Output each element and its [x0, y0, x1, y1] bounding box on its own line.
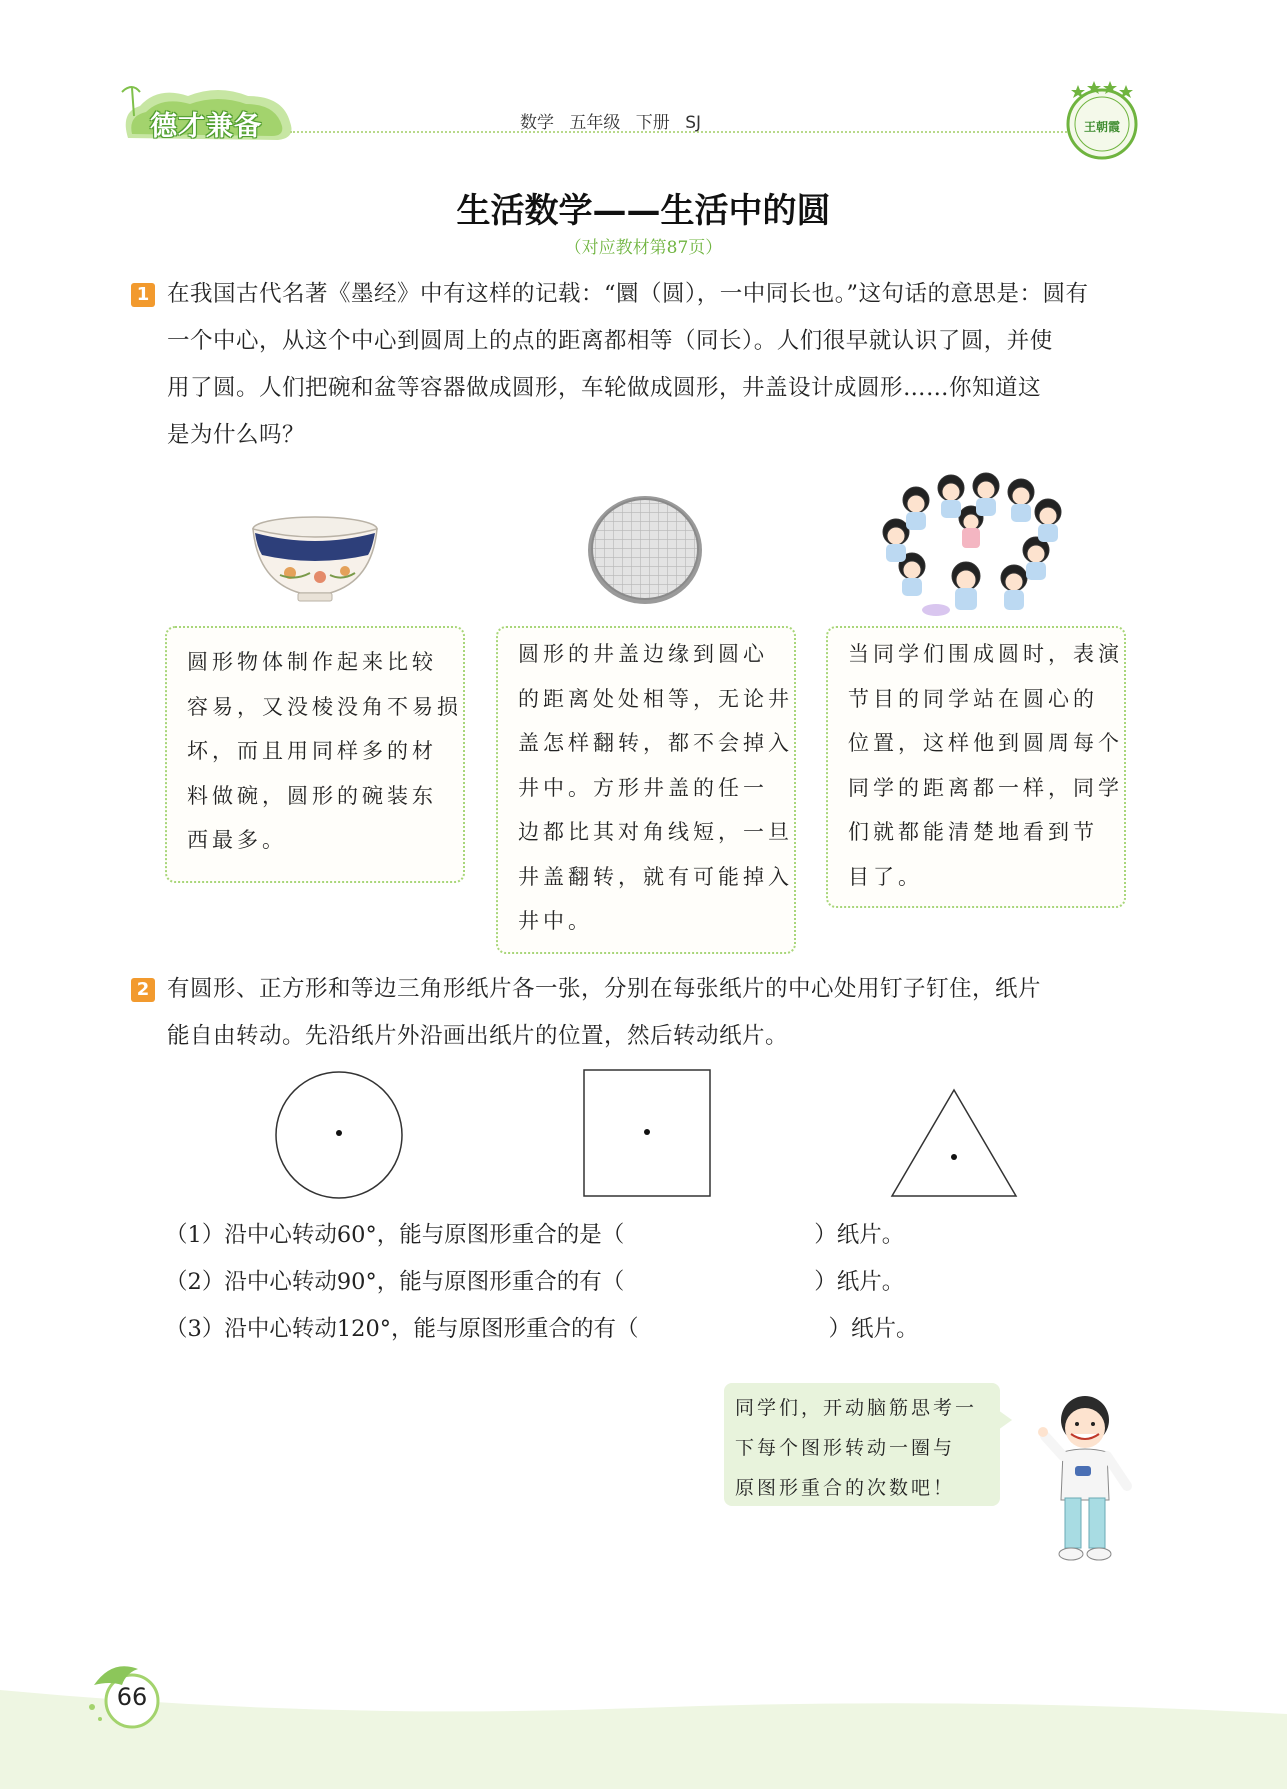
- card-line: 盖怎样翻转，都不会掉入: [518, 731, 793, 755]
- speech-bubble-tail: [998, 1410, 1012, 1430]
- item-suffix: ）纸片。: [814, 1222, 905, 1248]
- item-prefix: （3）沿中心转动120°，能与原图形重合的有（: [165, 1316, 639, 1342]
- card-line: 容易，又没棱没角不易损: [187, 694, 462, 719]
- card-line: 当同学们围成圆时，表演: [848, 642, 1123, 666]
- speech-bubble: [724, 1383, 1000, 1506]
- page-title: 生活数学——生活中的圆: [456, 191, 831, 231]
- bubble-line: 同学们，开动脑筋思考一: [735, 1397, 978, 1419]
- q1-line: 是为什么吗？: [167, 422, 306, 448]
- question-2-text: [167, 966, 1041, 1060]
- boy-character-image: [1035, 1390, 1135, 1565]
- question-2-item-2: [165, 1264, 904, 1296]
- answer-card-manhole: [496, 626, 796, 954]
- circle-figure: [272, 1068, 406, 1202]
- card-line: 节目的同学站在圆心的: [848, 686, 1098, 711]
- triangle-figure: [888, 1088, 1020, 1200]
- page-subtitle: （对应教材第87页）: [564, 238, 723, 258]
- bubble-line: 原图形重合的次数吧！: [735, 1477, 956, 1499]
- item-prefix: （2）沿中心转动90°，能与原图形重合的有（: [165, 1269, 625, 1295]
- answer-card-bowl: [165, 626, 465, 883]
- question-2-item-3: [165, 1311, 919, 1343]
- card-line: 目了。: [848, 864, 923, 889]
- question-2-item-1: [165, 1217, 904, 1249]
- card-line: 位置，这样他到圆周每个: [848, 731, 1123, 755]
- q2-line: 有圆形、正方形和等边三角形纸片各一张，分别在每张纸片的中心处用钉子钉住，纸片: [167, 976, 1042, 1002]
- card-line: 边都比其对角线短，一旦: [518, 820, 793, 844]
- question-2-number: 2: [131, 978, 155, 1002]
- card-line: 们就都能清楚地看到节: [848, 820, 1098, 844]
- answer-card-children: [826, 626, 1126, 908]
- seal-text: 王朝霞: [1083, 120, 1120, 134]
- card-line: 的距离处处相等，无论井: [518, 686, 793, 711]
- bubble-line: 下每个图形转动一圈与: [735, 1437, 956, 1459]
- manhole-cover-image: [586, 494, 704, 606]
- q1-line: 用了圆。人们把碗和盆等容器做成圆形，车轮做成圆形，井盖设计成圆形……你知道这: [167, 375, 1042, 401]
- card-line: 西最多。: [187, 828, 287, 852]
- card-line: 圆形的井盖边缘到圆心: [518, 642, 768, 666]
- question-1-number: 1: [131, 283, 155, 307]
- card-line: 井中。方形井盖的任一: [518, 775, 768, 800]
- q1-line: 在我国古代名著《墨经》中有这样的记载：“圜（圆），一中同长也。”这句话的意思是：圆有: [167, 281, 1089, 307]
- card-line: 圆形物体制作起来比较: [187, 650, 437, 674]
- q1-line: 一个中心，从这个中心到圆周上的点的距离都相等（同长）。人们很早就认识了圆，并使: [167, 328, 1053, 354]
- brand-text: 德才兼备: [150, 111, 262, 142]
- children-circle-image: [876, 470, 1072, 620]
- bowl-image: [250, 515, 380, 605]
- card-line: 井中。: [518, 909, 593, 933]
- question-1-text: [167, 271, 1089, 459]
- item-suffix: ）纸片。: [814, 1269, 905, 1295]
- header-meta: 数学 五年级 下册 SJ: [520, 113, 702, 133]
- card-line: 井盖翻转，就有可能掉入: [518, 864, 793, 889]
- card-line: 同学的距离都一样，同学: [848, 775, 1123, 800]
- q2-line: 能自由转动。先沿纸片外沿画出纸片的位置，然后转动纸片。: [167, 1023, 789, 1049]
- page-number: 66: [116, 1683, 148, 1711]
- square-figure: [582, 1068, 712, 1198]
- footer-band: [0, 1680, 1287, 1789]
- item-prefix: （1）沿中心转动60°，能与原图形重合的是（: [165, 1222, 625, 1248]
- card-line: 料做碗，圆形的碗装东: [187, 783, 437, 808]
- item-suffix: ）纸片。: [828, 1316, 919, 1342]
- card-line: 坏，而且用同样多的材: [187, 739, 437, 763]
